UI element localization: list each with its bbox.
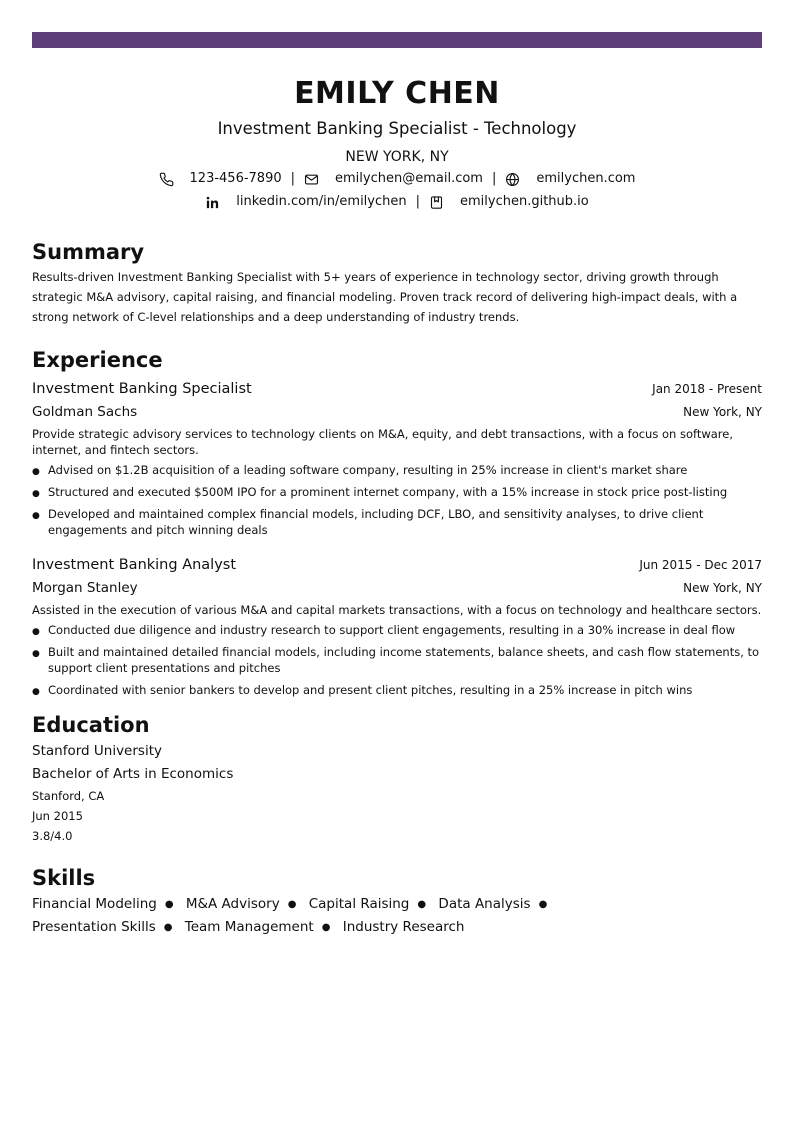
job-bullet: ● Developed and maintained complex financial models, including DCF, LBO, and sensitivity analyses, to drive client engagements and pitch winning deals [32, 506, 762, 538]
skill-separator: ● [538, 899, 548, 910]
skills-list [32, 893, 682, 939]
linkedin-icon [205, 195, 220, 210]
summary-heading: Summary [32, 240, 145, 264]
candidate-location: NEW YORK, NY [345, 149, 449, 165]
phone-icon [159, 172, 174, 187]
contact-row-1 [32, 169, 762, 189]
bookmark-icon [429, 195, 444, 210]
website-link[interactable]: emilychen.com [536, 171, 636, 186]
job-description: Assisted in the execution of various M&A and capital markets transactions, with a focus on technology and healthcare sectors. [32, 603, 762, 617]
resume-page [32, 32, 762, 939]
job-description: Provide strategic advisory services to technology clients on M&A, equity, and debt transactions, with a focus on software, internet, and fintech sectors. [32, 427, 734, 457]
job-title: Investment Banking Analyst [32, 557, 237, 573]
job-location: New York, NY [683, 405, 762, 419]
contact-separator: | [491, 171, 497, 186]
skill-separator: ● [163, 922, 173, 933]
skill-separator: ● [417, 899, 427, 910]
phone-number: 123-456-7890 [189, 171, 282, 186]
linkedin-link[interactable]: linkedin.com/in/emilychen [236, 194, 407, 209]
globe-icon [505, 172, 520, 187]
candidate-role: Investment Banking Specialist - Technology [217, 119, 577, 138]
linkedin-contact[interactable] [205, 192, 406, 212]
skill-item: M&A Advisory ● [185, 896, 297, 912]
summary-section [32, 239, 762, 327]
job-bullet: ● Conducted due diligence and industry research to support client engagements, resulting in a 30% increase in deal flow [32, 622, 762, 638]
job-bullet: ● Coordinated with senior bankers to develop and present client pitches, resulting in a 25% increase in pitch wins [32, 682, 762, 698]
candidate-name: EMILY CHEN [294, 76, 500, 111]
skill-item: Capital Raising ● [308, 896, 427, 912]
skills-section [32, 865, 762, 939]
skill-item: Industry Research [342, 919, 465, 935]
job-bullet: ● Structured and executed $500M IPO for a prominent internet company, with a 15% increase in stock price post-listing [32, 484, 762, 500]
job-entry [32, 554, 762, 698]
job-bullet: ● Advised on $1.2B acquisition of a leading software company, resulting in 25% increase in client's market share [32, 462, 762, 478]
phone-contact [159, 169, 282, 189]
email-address[interactable]: emilychen@email.com [335, 171, 483, 186]
github-contact[interactable] [429, 192, 589, 212]
skill-separator: ● [287, 899, 297, 910]
job-title: Investment Banking Specialist [32, 381, 252, 397]
education-heading: Education [32, 713, 150, 737]
education-gpa: 3.8/4.0 [32, 829, 73, 843]
job-bullets [32, 622, 762, 698]
education-date: Jun 2015 [32, 809, 83, 823]
summary-text: Results-driven Investment Banking Specialist with 5+ years of experience in technology sector, driving growth through strategic M&A advisory, capital raising, and financial modeling. Proven track record of delivering high-impact deals, with a strong network of C-level relationships and a deep understanding of industry trends. [32, 270, 738, 324]
education-section [32, 712, 762, 846]
resume-header [32, 76, 762, 212]
mail-icon [304, 172, 319, 187]
skill-item: Presentation Skills ● [32, 919, 173, 935]
email-contact[interactable] [304, 169, 483, 189]
job-dates: Jun 2015 - Dec 2017 [639, 558, 762, 572]
education-school: Stanford University [32, 743, 162, 759]
github-link[interactable]: emilychen.github.io [460, 194, 589, 209]
job-company: Goldman Sachs [32, 404, 138, 420]
experience-section [32, 347, 762, 698]
education-location: Stanford, CA [32, 789, 105, 803]
accent-bar [32, 32, 762, 48]
skill-item: Data Analysis ● [438, 896, 548, 912]
skills-heading: Skills [32, 866, 96, 890]
job-bullet: ● Built and maintained detailed financial models, including income statements, balance sheets, and cash flow statements, to support client presentations and pitches [32, 644, 762, 676]
education-degree: Bachelor of Arts in Economics [32, 766, 234, 782]
skill-separator: ● [321, 922, 331, 933]
skill-separator: ● [164, 899, 174, 910]
skill-item: Financial Modeling ● [32, 896, 174, 912]
job-location: New York, NY [683, 581, 762, 595]
contact-separator: | [415, 194, 420, 209]
job-company: Morgan Stanley [32, 580, 138, 596]
job-entry [32, 378, 762, 538]
job-dates: Jan 2018 - Present [652, 382, 762, 396]
contact-row-2 [32, 192, 762, 212]
experience-heading: Experience [32, 348, 163, 372]
website-contact[interactable] [505, 169, 635, 189]
contact-separator: | [290, 171, 296, 186]
skill-item: Team Management ● [184, 919, 331, 935]
job-bullets [32, 462, 762, 538]
